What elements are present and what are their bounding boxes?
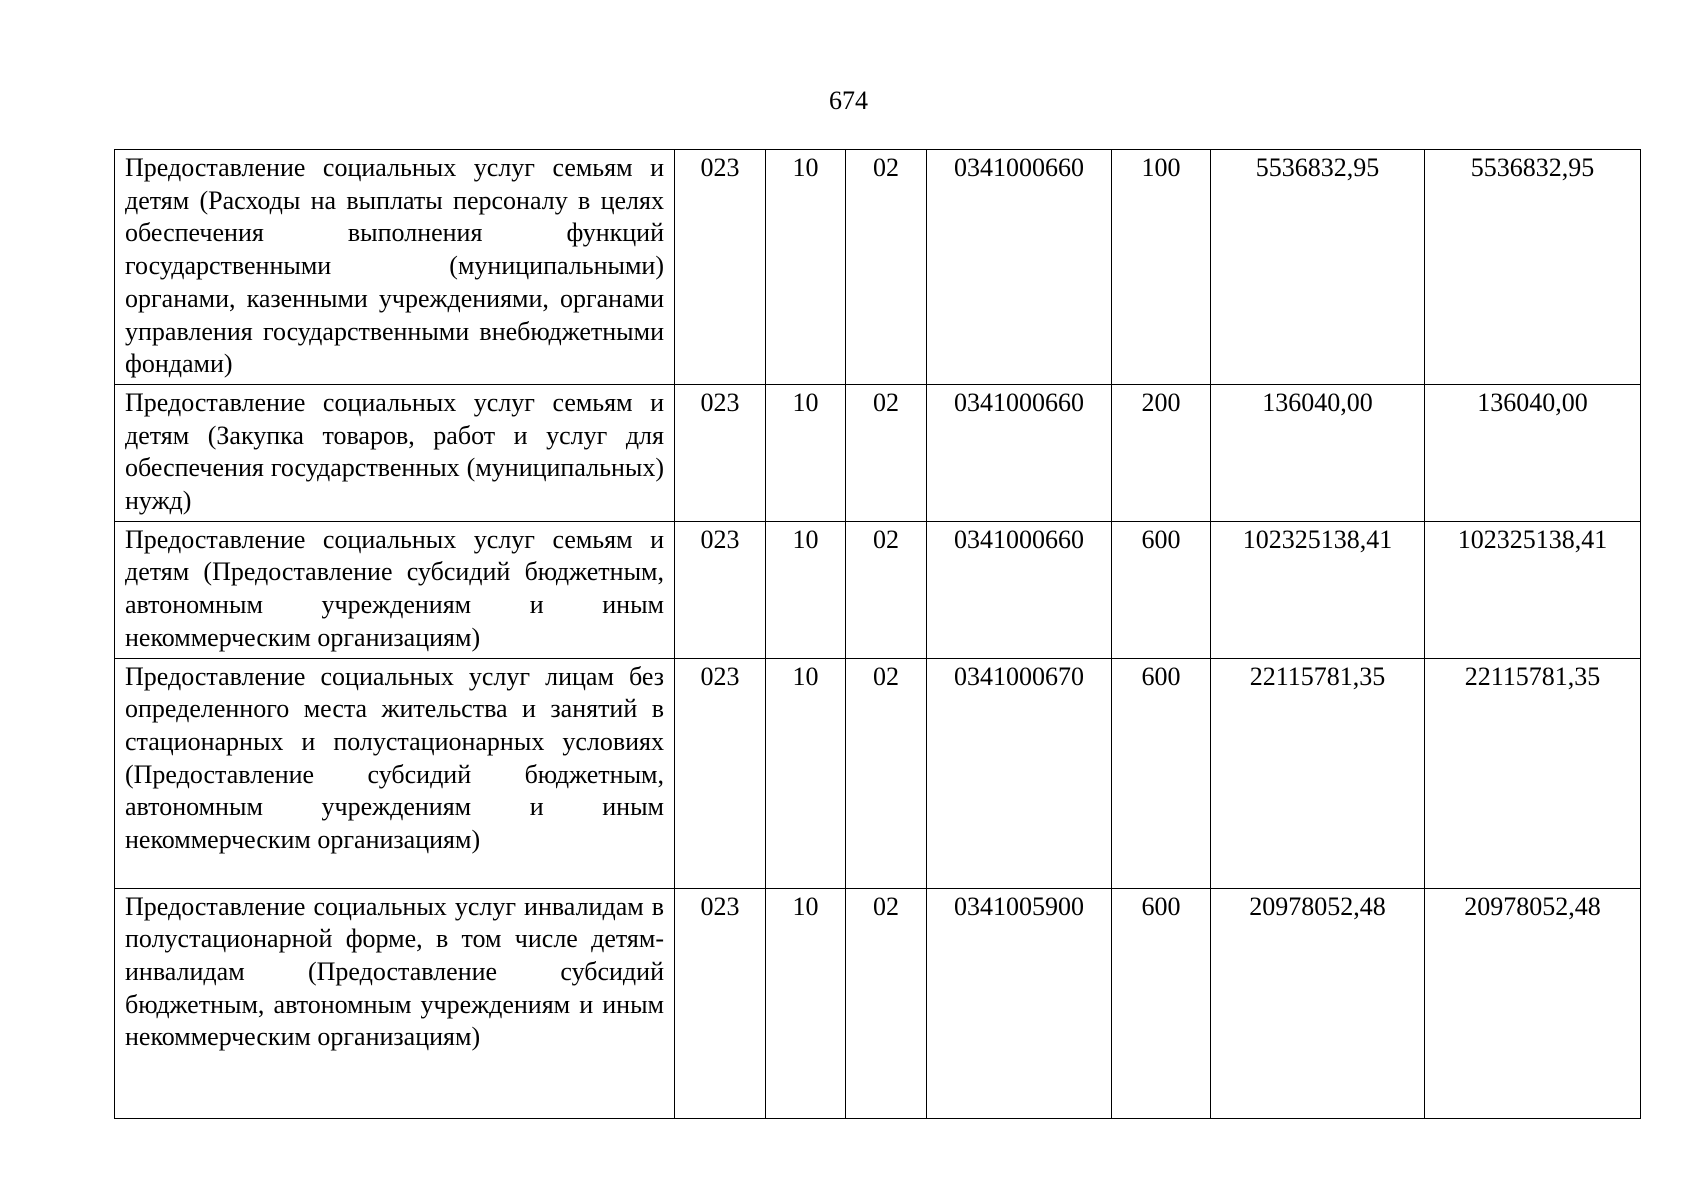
target-article-code: 0341005900 <box>927 888 1112 1118</box>
target-article-code: 0341000660 <box>927 384 1112 521</box>
amount-cell: 22115781,35 <box>1211 658 1425 888</box>
subsection-code: 02 <box>846 521 927 658</box>
amount-cell: 5536832,95 <box>1425 150 1641 385</box>
expense-type-code: 600 <box>1112 521 1211 658</box>
amount-cell: 136040,00 <box>1211 384 1425 521</box>
subsection-code: 02 <box>846 658 927 888</box>
section-code: 10 <box>766 150 846 385</box>
subsection-code: 02 <box>846 888 927 1118</box>
expense-type-code: 200 <box>1112 384 1211 521</box>
ministry-code: 023 <box>675 888 766 1118</box>
expense-type-code: 100 <box>1112 150 1211 385</box>
budget-table <box>114 149 1641 1119</box>
expense-description: Предоставление социальных услуг семьям и детям (Расходы на выплаты персоналу в целях обеспечения выполнения функций государственными (муниципальными) органами, казенными учреждениями, органами управления государственными внебюджетными фондами) <box>115 150 675 385</box>
amount-cell: 5536832,95 <box>1211 150 1425 385</box>
section-code: 10 <box>766 658 846 888</box>
expense-description: Предоставление социальных услуг семьям и детям (Закупка товаров, работ и услуг для обеспечения государственных (муниципальных) нужд) <box>115 384 675 521</box>
subsection-code: 02 <box>846 384 927 521</box>
amount-cell: 136040,00 <box>1425 384 1641 521</box>
table-row <box>115 521 1641 658</box>
amount-cell: 20978052,48 <box>1425 888 1641 1118</box>
expense-type-code: 600 <box>1112 658 1211 888</box>
ministry-code: 023 <box>675 521 766 658</box>
amount-cell: 22115781,35 <box>1425 658 1641 888</box>
amount-cell: 102325138,41 <box>1211 521 1425 658</box>
expense-description: Предоставление социальных услуг семьям и детям (Предоставление субсидий бюджетным, автономным учреждениям и иным некоммерческим организациям) <box>115 521 675 658</box>
page-number: 674 <box>829 86 868 115</box>
section-code: 10 <box>766 888 846 1118</box>
ministry-code: 023 <box>675 384 766 521</box>
ministry-code: 023 <box>675 658 766 888</box>
amount-cell: 20978052,48 <box>1211 888 1425 1118</box>
expense-description: Предоставление социальных услуг инвалидам в полустационарной форме, в том числе детям-инвалидам (Предоставление субсидий бюджетным, автономным учреждениям и иным некоммерческим организациям) <box>115 888 675 1118</box>
target-article-code: 0341000660 <box>927 150 1112 385</box>
expense-description: Предоставление социальных услуг лицам без определенного места жительства и занятий в стационарных и полустационарных условиях (Предоставление субсидий бюджетным, автономным учреждениям и иным некоммерческим организациям) <box>115 658 675 888</box>
section-code: 10 <box>766 521 846 658</box>
target-article-code: 0341000660 <box>927 521 1112 658</box>
section-code: 10 <box>766 384 846 521</box>
target-article-code: 0341000670 <box>927 658 1112 888</box>
subsection-code: 02 <box>846 150 927 385</box>
table-row <box>115 150 1641 385</box>
table-row <box>115 384 1641 521</box>
table-row <box>115 888 1641 1118</box>
ministry-code: 023 <box>675 150 766 385</box>
expense-type-code: 600 <box>1112 888 1211 1118</box>
amount-cell: 102325138,41 <box>1425 521 1641 658</box>
table-row <box>115 658 1641 888</box>
